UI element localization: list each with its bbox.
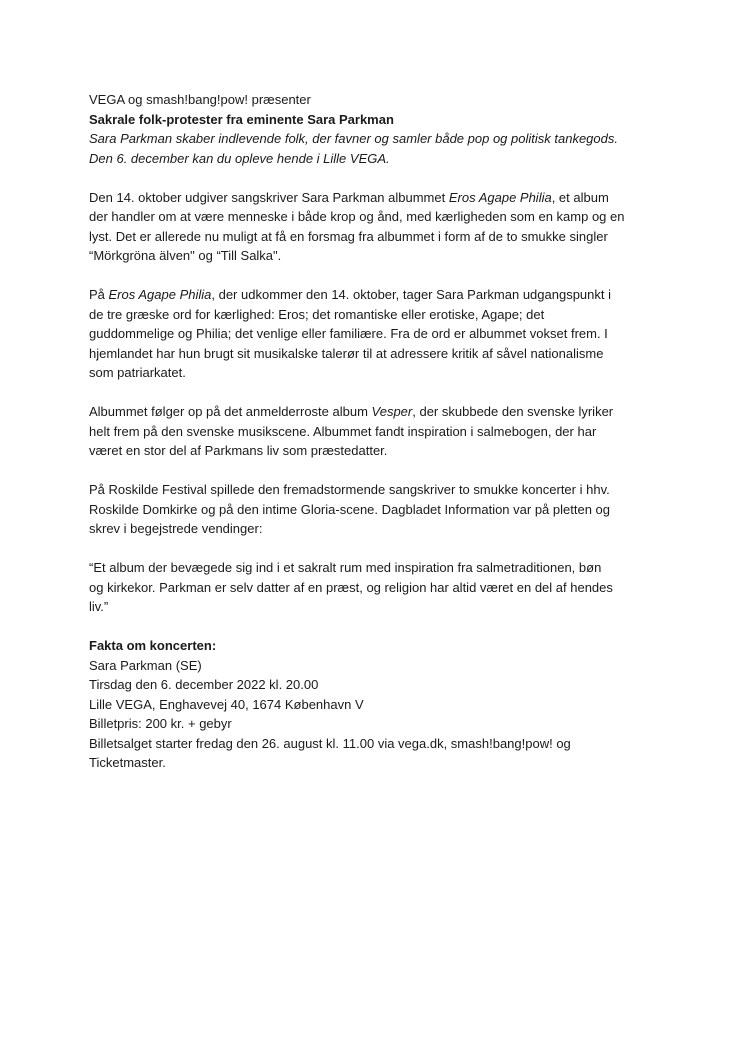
paragraph-line: der handler om at være menneske i både krop og ånd, med kærligheden som en kamp og en bbox=[89, 209, 625, 224]
facts-date: Tirsdag den 6. december 2022 kl. 20.00 bbox=[89, 677, 319, 692]
quote-line: og kirkekor. Parkman er selv datter af en præst, og religion har altid været en del af hendes bbox=[89, 579, 613, 595]
press-quote bbox=[89, 558, 669, 617]
text-run: På bbox=[89, 287, 109, 302]
headline: Sakrale folk-protester fra eminente Sara Parkman bbox=[89, 111, 394, 127]
paragraph-line bbox=[89, 285, 669, 305]
presenter-line: VEGA og smash!bang!pow! præsenter bbox=[89, 92, 311, 107]
facts-heading: Fakta om koncerten: bbox=[89, 638, 217, 653]
header-block bbox=[89, 90, 669, 168]
concert-facts bbox=[89, 636, 669, 773]
text-run: , et album bbox=[551, 189, 609, 205]
paragraph-line: På Roskilde Festival spillede den fremadstormende sangskriver to smukke koncerter i hhv. bbox=[89, 482, 610, 497]
text-run: , der skubbede den svenske lyriker bbox=[412, 404, 614, 419]
paragraph-vesper bbox=[89, 402, 669, 461]
facts-venue: Lille VEGA, Enghavevej 40, 1674 København V bbox=[89, 696, 364, 712]
text-run: , der udkommer den 14. oktober, tager Sara Parkman udgangspunkt i bbox=[211, 287, 611, 302]
paragraph-line: Roskilde Domkirke og på den intime Gloria-scene. Dagbladet Information var på pletten og bbox=[89, 501, 610, 517]
facts-artist: Sara Parkman (SE) bbox=[89, 657, 202, 673]
paragraph-line: som patriarkatet. bbox=[89, 365, 186, 380]
album-title: Vesper bbox=[371, 404, 413, 419]
facts-sale-line-2: Ticketmaster. bbox=[89, 755, 166, 770]
quote-line: “Et album der bevægede sig ind i et sakralt rum med inspiration fra salmetraditionen, bøn bbox=[89, 560, 602, 575]
paragraph-line: helt frem på den svenske musikscene. Albummet fandt inspiration i salmebogen, der har bbox=[89, 423, 597, 439]
document-page bbox=[89, 90, 669, 792]
paragraph-line: guddommelige og Philia; det venlige eller familiære. Fra de ord er albummet vokset frem. I bbox=[89, 326, 608, 341]
facts-price: Billetpris: 200 kr. + gebyr bbox=[89, 716, 232, 731]
text-run: Den 14. oktober udgiver sangskriver Sara Parkman albummet bbox=[89, 189, 449, 205]
paragraph-roskilde bbox=[89, 480, 669, 539]
facts-sale-line-1: Billetsalget starter fredag den 26. august kl. 11.00 via vega.dk, smash!bang!pow! og bbox=[89, 735, 571, 751]
paragraph-line: de tre græske ord for kærlighed: Eros; det romantiske eller erotiske, Agape; det bbox=[89, 306, 545, 322]
paragraph-line: været en stor del af Parkmans liv som præstedatter. bbox=[89, 443, 388, 458]
text-run: Albummet følger op på det anmelderroste album bbox=[89, 404, 372, 419]
paragraph-release bbox=[89, 188, 669, 266]
paragraph-line bbox=[89, 402, 669, 422]
paragraph-album-concept bbox=[89, 285, 669, 383]
paragraph-line: skrev i begejstrede vendinger: bbox=[89, 521, 263, 536]
album-title: Eros Agape Philia bbox=[108, 287, 212, 302]
paragraph-line: hjemlandet har hun brugt sit musikalske talerør til at adressere kritik af såvel nationalisme bbox=[89, 345, 604, 361]
subline-2: Den 6. december kan du opleve hende i Lille VEGA. bbox=[89, 150, 390, 166]
paragraph-line: lyst. Det er allerede nu muligt at få en forsmag fra albummet i form af de to smukke singler bbox=[89, 228, 608, 244]
paragraph-line: “Mörkgröna älven" og “Till Salka". bbox=[89, 248, 282, 263]
album-title: Eros Agape Philia bbox=[448, 189, 552, 205]
subline-1: Sara Parkman skaber indlevende folk, der favner og samler både pop og politisk tankegods. bbox=[89, 131, 618, 146]
quote-line: liv.” bbox=[89, 599, 109, 614]
paragraph-line bbox=[89, 188, 669, 208]
